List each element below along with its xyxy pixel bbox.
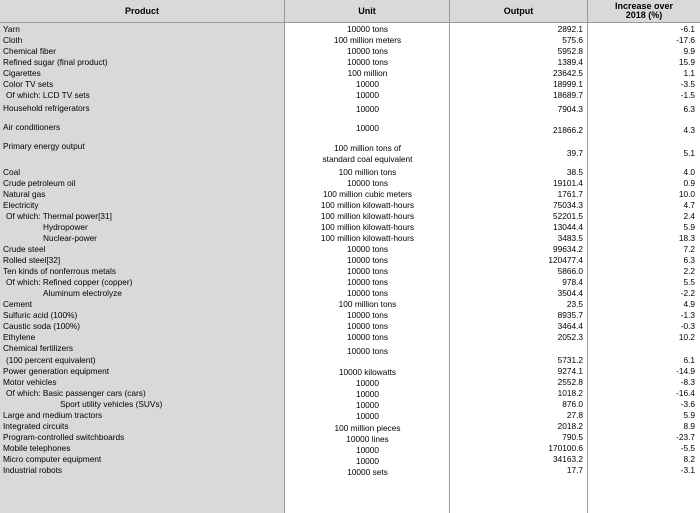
unit-cell: 100 million kilowatt-hours xyxy=(320,233,415,243)
increase-cell: 9.9 xyxy=(683,46,695,56)
unit-cell: 10000 tons xyxy=(346,288,389,298)
output-cell: 39.7 xyxy=(566,148,583,158)
output-cell: 23642.5 xyxy=(553,68,583,78)
product-cell-line1: Chemical fertilizers xyxy=(3,343,74,353)
product-cell: Micro computer equipment xyxy=(3,454,102,464)
increase-cell: 6.3 xyxy=(683,255,695,265)
output-cell: 21866.2 xyxy=(553,125,583,135)
product-cell: Crude petroleum oil xyxy=(3,178,76,188)
unit-cell: 10000 tons xyxy=(346,178,389,188)
product-cell: Nuclear-power xyxy=(43,233,97,243)
increase-cell: 8.2 xyxy=(683,454,695,464)
unit-cell: 10000 tons xyxy=(346,46,389,56)
product-cell: Integrated circuits xyxy=(3,421,69,431)
increase-cell: -1.5 xyxy=(680,90,695,100)
unit-cell: 10000 tons xyxy=(346,332,389,342)
unit-cell: 100 million tons xyxy=(338,167,397,177)
unit-cell: 100 million tons xyxy=(338,299,397,309)
unit-cell: 10000 lines xyxy=(346,434,389,444)
product-cell: Air conditioners xyxy=(3,122,61,132)
product-cell: Aluminum electrolyze xyxy=(43,288,122,298)
product-cell: Caustic soda (100%) xyxy=(3,321,81,331)
unit-cell: 10000 sets xyxy=(347,467,388,477)
unit-cell: 10000 xyxy=(355,90,380,100)
unit-cell: 10000 tons xyxy=(346,57,389,67)
output-cell: 5952.8 xyxy=(557,46,583,56)
increase-cell: -23.7 xyxy=(676,432,695,442)
unit-cell: 10000 xyxy=(355,456,380,466)
output-cell: 75034.3 xyxy=(553,200,583,210)
header-unit: Unit xyxy=(285,0,450,22)
output-cell: 52201.5 xyxy=(553,211,583,221)
increase-cell: -8.3 xyxy=(680,377,695,387)
increase-cell: -2.2 xyxy=(680,288,695,298)
product-cell: Cement xyxy=(3,299,33,309)
increase-cell: 1.1 xyxy=(683,68,695,78)
product-cell: Chemical fiber xyxy=(3,46,57,56)
unit-cell: 10000 tons xyxy=(346,266,389,276)
output-cell: 27.8 xyxy=(566,410,583,420)
increase-cell: 5.1 xyxy=(683,148,695,158)
product-cell: Mobile telephones xyxy=(3,443,71,453)
increase-cell: 6.1 xyxy=(683,355,695,365)
increase-cell: -3.1 xyxy=(680,465,695,475)
output-cell: 1761.7 xyxy=(557,189,583,199)
product-cell: Program-controlled switchboards xyxy=(3,432,125,442)
increase-cell: 2.2 xyxy=(683,266,695,276)
output-cell: 3483.5 xyxy=(557,233,583,243)
output-cell: 13044.4 xyxy=(553,222,583,232)
increase-cell: 2.4 xyxy=(683,211,695,221)
unit-cell: 10000 xyxy=(355,400,380,410)
unit-cell: 10000 xyxy=(355,104,380,114)
product-cell: Electricity xyxy=(3,200,39,210)
unit-cell: 100 million xyxy=(347,68,388,78)
increase-cell: -17.6 xyxy=(676,35,695,45)
unit-cell: 10000 tons xyxy=(346,277,389,287)
increase-cell: -1.3 xyxy=(680,310,695,320)
increase-cell: -0.3 xyxy=(680,321,695,331)
product-cell: Motor vehicles xyxy=(3,377,57,387)
output-cell: 8935.7 xyxy=(557,310,583,320)
increase-cell: 10.2 xyxy=(678,332,695,342)
output-cell: 876.0 xyxy=(562,399,583,409)
product-cell: Ethylene xyxy=(3,332,36,342)
increase-cell: 0.9 xyxy=(683,178,695,188)
increase-cell: 10.0 xyxy=(678,189,695,199)
unit-cell: 100 million kilowatt-hours xyxy=(320,211,415,221)
product-cell: Cigarettes xyxy=(3,68,41,78)
unit-cell: 100 million kilowatt-hours xyxy=(320,222,415,232)
increase-cell: -3.5 xyxy=(680,79,695,89)
product-cell: Power generation equipment xyxy=(3,366,110,376)
unit-cell: 10000 tons xyxy=(346,310,389,320)
output-cell: 5866.0 xyxy=(557,266,583,276)
increase-cell: 5.9 xyxy=(683,222,695,232)
output-cell: 790.5 xyxy=(562,432,583,442)
output-cell: 34163.2 xyxy=(553,454,583,464)
product-cell: Refined sugar (final product) xyxy=(3,57,108,67)
unit-cell: 10000 xyxy=(355,445,380,455)
product-cell: Household refrigerators xyxy=(3,103,90,113)
product-cell: Cloth xyxy=(3,35,23,45)
increase-cell: 15.9 xyxy=(678,57,695,67)
unit-cell: 10000 xyxy=(355,123,380,133)
unit-cell: 10000 kilowatts xyxy=(338,367,397,377)
output-cell: 2892.1 xyxy=(557,24,583,34)
increase-cell: -6.1 xyxy=(680,24,695,34)
increase-cell: -14.9 xyxy=(676,366,695,376)
increase-cell: 5.5 xyxy=(683,277,695,287)
unit-cell: 100 million meters xyxy=(333,35,402,45)
output-cell: 17.7 xyxy=(566,465,583,475)
increase-cell: 6.3 xyxy=(683,104,695,114)
product-cell: Primary energy output xyxy=(3,141,85,151)
product-cell: Crude steel xyxy=(3,244,46,254)
output-cell: 978.4 xyxy=(562,277,583,287)
unit-cell: 10000 xyxy=(355,389,380,399)
unit-cell: 100 million pieces xyxy=(334,423,401,433)
table-header xyxy=(0,0,700,23)
product-cell: Color TV sets xyxy=(3,79,54,89)
unit-cell: 100 million cubic meters xyxy=(323,189,412,199)
increase-cell: 4.9 xyxy=(683,299,695,309)
header-increase-line1: Increase over xyxy=(614,1,674,11)
increase-cell: -3.6 xyxy=(680,399,695,409)
output-cell: 23.5 xyxy=(566,299,583,309)
product-cell: Industrial robots xyxy=(3,465,63,475)
output-cell: 5731.2 xyxy=(557,355,583,365)
unit-cell: 100 million kilowatt-hours xyxy=(320,200,415,210)
output-cell: 2018.2 xyxy=(557,421,583,431)
header-increase-line2: 2018 (%) xyxy=(625,10,663,20)
output-cell: 19101.4 xyxy=(553,178,583,188)
increase-cell: 4.7 xyxy=(683,200,695,210)
output-cell: 3464.4 xyxy=(557,321,583,331)
unit-cell: 10000 tons xyxy=(346,346,389,356)
output-cell: 3504.4 xyxy=(557,288,583,298)
product-cell: Ten kinds of nonferrous metals xyxy=(3,266,116,276)
increase-cell: -5.5 xyxy=(680,443,695,453)
product-cell: Rolled steel[32] xyxy=(3,255,61,265)
unit-cell: 10000 tons xyxy=(346,255,389,265)
output-cell: 120477.4 xyxy=(548,255,583,265)
header-output: Output xyxy=(450,0,588,22)
header-increase xyxy=(588,0,700,22)
unit-cell: 10000 tons xyxy=(346,24,389,34)
output-cell: 2552.8 xyxy=(557,377,583,387)
output-cell: 9274.1 xyxy=(557,366,583,376)
unit-cell-line2: standard coal equivalent xyxy=(322,154,413,164)
product-cell: Yarn xyxy=(3,24,20,34)
product-cell: Of which: Refined copper (copper) xyxy=(6,277,133,287)
product-cell: Sport utility vehicles (SUVs) xyxy=(60,399,163,409)
unit-cell: 10000 xyxy=(355,79,380,89)
output-cell: 575.6 xyxy=(562,35,583,45)
product-cell-line2: (100 percent equivalent) xyxy=(6,355,96,365)
output-cell: 38.5 xyxy=(566,167,583,177)
increase-cell: 5.9 xyxy=(683,410,695,420)
increase-cell: 4.3 xyxy=(683,125,695,135)
unit-cell: 10000 tons xyxy=(346,244,389,254)
product-cell: Hydropower xyxy=(43,222,88,232)
product-cell: Of which: LCD TV sets xyxy=(6,90,90,100)
unit-cell: 10000 tons xyxy=(346,321,389,331)
product-cell: Natural gas xyxy=(3,189,46,199)
increase-cell: 8.9 xyxy=(683,421,695,431)
increase-cell: -16.4 xyxy=(676,388,695,398)
output-cell: 99634.2 xyxy=(553,244,583,254)
output-cell: 18999.1 xyxy=(553,79,583,89)
unit-cell: 10000 xyxy=(355,411,380,421)
header-product: Product xyxy=(0,0,285,22)
product-cell: Large and medium tractors xyxy=(3,410,103,420)
increase-cell: 18.3 xyxy=(678,233,695,243)
output-cell: 170100.6 xyxy=(548,443,583,453)
product-cell: Of which: Thermal power[31] xyxy=(6,211,112,221)
product-cell: Of which: Basic passenger cars (cars) xyxy=(6,388,146,398)
unit-cell-line1: 100 million tons of xyxy=(334,143,401,153)
output-cell: 2052.3 xyxy=(557,332,583,342)
output-cell: 1389.4 xyxy=(557,57,583,67)
output-cell: 1018.2 xyxy=(557,388,583,398)
output-cell: 7904.3 xyxy=(557,104,583,114)
product-cell: Coal xyxy=(3,167,21,177)
output-cell: 18689.7 xyxy=(553,90,583,100)
increase-cell: 4.0 xyxy=(683,167,695,177)
product-cell: Sulfuric acid (100%) xyxy=(3,310,78,320)
increase-cell: 7.2 xyxy=(683,244,695,254)
unit-cell: 10000 xyxy=(355,378,380,388)
